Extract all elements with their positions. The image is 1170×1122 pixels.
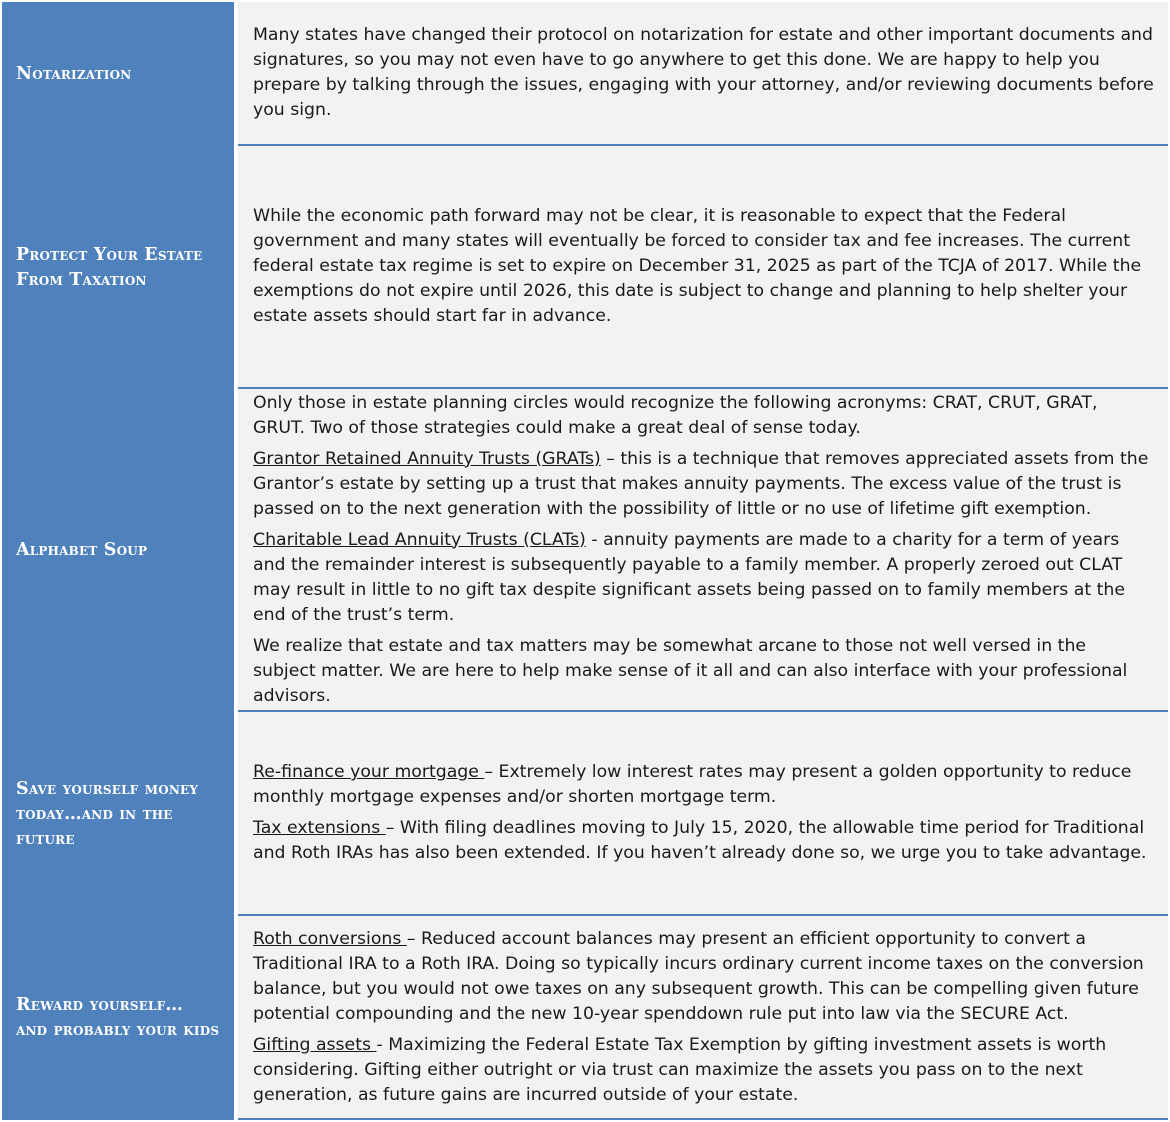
paragraph-text: Only those in estate planning circles would recognize the following acronyms: CRAT, CRUT, GRAT, GRUT. Two of those strategies could make a great deal of sense today.: [253, 392, 1098, 438]
paragraph-text: – With filing deadlines moving to July 15, 2020, the allowable time period for Traditional and Roth IRAs has also been extended. If you haven’t already done so, we urge you to take advantage.: [253, 818, 1147, 863]
paragraph-text: While the economic path forward may not be clear, it is reasonable to expect that the Federal government and many states will eventually be forced to consider tax and fee increases. The current federal estate tax regime is set to expire on December 31, 2025 as part of the TCJA of 2017. While the exemptions do not expire until 2026, this date is subject to change and planning to help shelter your estate assets should start far in advance.: [253, 206, 1142, 326]
paragraph: [253, 816, 1154, 866]
paragraph: [253, 204, 1154, 329]
row-content: [238, 389, 1168, 712]
row-label: Alphabet Soup: [2, 389, 234, 712]
paragraph-text: – this is a technique that removes appreciated assets from the Grantor’s estate by setting up a trust that makes annuity payments. The excess value of the trust is passed on to the next generation with the possibility of little or no use of lifetime gift exemption.: [253, 448, 1149, 519]
paragraph-lead: Gifting assets: [253, 1034, 377, 1055]
row-content: [238, 2, 1168, 146]
table-row: [2, 146, 1168, 389]
paragraph-lead: Roth conversions: [253, 928, 407, 949]
paragraph-text: – Reduced account balances may present an efficient opportunity to convert a Traditional IRA to a Roth IRA. Doing so typically incurs ordinary current income taxes on the conversion balance, but you would not owe taxes on any subsequent growth. This can be compelling given future potential compounding and the new 10-year spenddown rule put into law via the SECURE Act.: [253, 928, 1144, 1024]
paragraph: [253, 528, 1154, 628]
paragraph: [253, 447, 1154, 522]
paragraph: [253, 927, 1154, 1027]
paragraph-text: We realize that estate and tax matters may be somewhat arcane to those not well versed in the subject matter. We are here to help make sense of it all and can also interface with your professional advisors.: [253, 635, 1128, 706]
paragraph-text: - Maximizing the Federal Estate Tax Exemption by gifting investment assets is worth considering. Gifting either outright or via trust can maximize the assets you pass on to the next generation, as future gains are incurred outside of your estate.: [253, 1034, 1107, 1105]
table-row: [2, 2, 1168, 146]
paragraph-text: Many states have changed their protocol on notarization for estate and other important documents and signatures, so you may not even have to go anywhere to get this done. We are happy to help you prepare by talking through the issues, engaging with your attorney, and/or reviewing documents before you sign.: [253, 25, 1154, 120]
row-label: Reward yourself… and probably your kids: [2, 916, 234, 1120]
paragraph-lead: Charitable Lead Annuity Trusts (CLATs): [253, 529, 586, 550]
paragraph: [253, 23, 1154, 123]
table-row: [2, 712, 1168, 916]
paragraph-text: - annuity payments are made to a charity for a term of years and the remainder interest is subsequently payable to a family member. A properly zeroed out CLAT may result in little to no gift tax despite significant assets being passed on to family members at the end of the trust’s term.: [253, 529, 1126, 625]
row-label: Save yourself money today…and in the future: [2, 712, 234, 916]
row-label: Protect Your Estate From Taxation: [2, 146, 234, 389]
paragraph-lead: Tax extensions: [253, 818, 386, 838]
table-row: [2, 916, 1168, 1120]
paragraph: [253, 1033, 1154, 1108]
row-content: [238, 146, 1168, 389]
row-content: [238, 916, 1168, 1120]
row-label: Notarization: [2, 2, 234, 146]
table-row: [2, 389, 1168, 712]
paragraph: [253, 634, 1154, 709]
paragraph: [253, 760, 1154, 810]
paragraph-lead: Grantor Retained Annuity Trusts (GRATs): [253, 448, 601, 469]
paragraph: [253, 391, 1154, 441]
row-content: [238, 712, 1168, 916]
paragraph-lead: Re-finance your mortgage: [253, 762, 485, 782]
paragraph-text: – Extremely low interest rates may present a golden opportunity to reduce monthly mortgage expenses and/or shorten mortgage term.: [253, 762, 1132, 807]
